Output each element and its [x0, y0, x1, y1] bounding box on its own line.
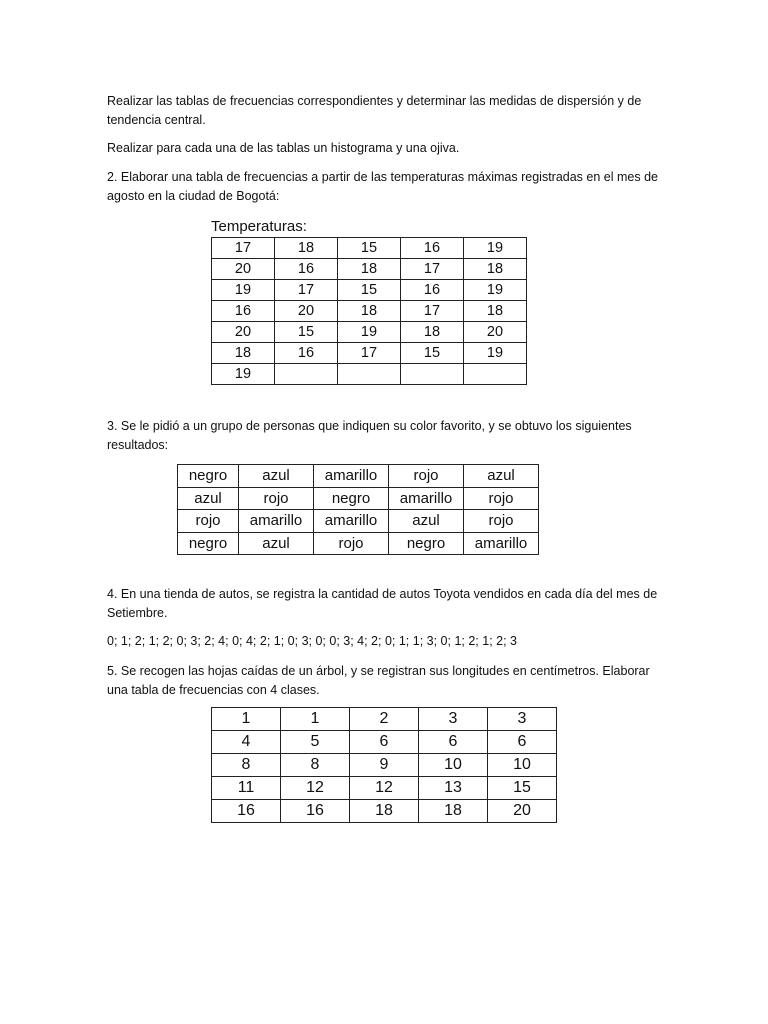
table-cell: 15 [275, 322, 338, 343]
intro-paragraph-1: Realizar las tablas de frecuencias correspondientes y determinar las medidas de dispersión y de tendencia central. [107, 94, 642, 127]
table-cell: 17 [275, 280, 338, 301]
table-cell: amarillo [389, 487, 464, 510]
exercise-2-statement: 2. Elaborar una tabla de frecuencias a partir de las temperaturas máximas registradas en el mes de agosto en la ciudad de Bogotá: [107, 170, 658, 203]
table-cell: azul [389, 510, 464, 533]
table-cell: rojo [178, 510, 239, 533]
table-cell: amarillo [239, 510, 314, 533]
table-cell: 18 [419, 800, 488, 823]
table-cell: 18 [338, 259, 401, 280]
temperature-row [212, 364, 527, 385]
table-cell: rojo [464, 487, 539, 510]
table-cell: 19 [464, 280, 527, 301]
exercise-4-data: 0; 1; 2; 1; 2; 0; 3; 2; 4; 0; 4; 2; 1; 0; 3; 0; 0; 3; 4; 2; 0; 1; 1; 3; 0; 1; 2; 1; 2; 3 [107, 634, 517, 648]
table-cell: 16 [275, 343, 338, 364]
table-cell: 4 [212, 731, 281, 754]
temperature-row [212, 259, 527, 280]
table-cell: 18 [350, 800, 419, 823]
table-cell: 20 [488, 800, 557, 823]
table-cell: 16 [401, 280, 464, 301]
table-cell: 18 [275, 238, 338, 259]
length-row [212, 731, 557, 754]
table-cell: 15 [488, 777, 557, 800]
length-row [212, 777, 557, 800]
table-cell: negro [314, 487, 389, 510]
table-cell: rojo [389, 465, 464, 488]
table-cell [464, 364, 527, 385]
table-cell: amarillo [314, 510, 389, 533]
table-cell: 18 [212, 343, 275, 364]
length-row [212, 754, 557, 777]
table-cell: 6 [419, 731, 488, 754]
table-cell: 9 [350, 754, 419, 777]
table-cell: 20 [212, 322, 275, 343]
table-cell: negro [178, 532, 239, 555]
table-cell: negro [178, 465, 239, 488]
table-cell [275, 364, 338, 385]
table-cell: 8 [212, 754, 281, 777]
table-cell: 1 [212, 708, 281, 731]
table-cell: 5 [281, 731, 350, 754]
table-cell: azul [464, 465, 539, 488]
table-cell: 20 [464, 322, 527, 343]
table-cell: 10 [419, 754, 488, 777]
table-cell [338, 364, 401, 385]
temperatures-table [211, 237, 527, 385]
table-cell: 20 [275, 301, 338, 322]
table-cell: 6 [488, 731, 557, 754]
table-cell: 11 [212, 777, 281, 800]
table-cell: 17 [212, 238, 275, 259]
table-cell: 8 [281, 754, 350, 777]
table-cell: 20 [212, 259, 275, 280]
length-row [212, 708, 557, 731]
temperature-row [212, 280, 527, 301]
table-cell: 16 [212, 301, 275, 322]
temperature-row [212, 238, 527, 259]
table-cell: azul [239, 465, 314, 488]
table-cell: 19 [464, 343, 527, 364]
table-cell: 15 [401, 343, 464, 364]
table-cell: 18 [338, 301, 401, 322]
table-cell: 10 [488, 754, 557, 777]
table-cell: amarillo [464, 532, 539, 555]
table-cell: 3 [488, 708, 557, 731]
table-cell: 13 [419, 777, 488, 800]
table-cell: 16 [275, 259, 338, 280]
exercise-5-statement: 5. Se recogen las hojas caídas de un árbol, y se registran sus longitudes en centímetros. Elaborar una tabla de frecuencias con 4 clases. [107, 664, 650, 697]
exercise-4-statement: 4. En una tienda de autos, se registra la cantidad de autos Toyota vendidos en cada día del mes de Setiembre. [107, 587, 658, 620]
table-cell: rojo [464, 510, 539, 533]
table-cell: 16 [401, 238, 464, 259]
table-cell: 19 [212, 280, 275, 301]
temperature-row [212, 301, 527, 322]
table-cell: 19 [464, 238, 527, 259]
color-row [178, 487, 539, 510]
table-cell: amarillo [314, 465, 389, 488]
table-cell: 15 [338, 238, 401, 259]
table-cell: 12 [281, 777, 350, 800]
table-cell: 17 [401, 301, 464, 322]
length-row [212, 800, 557, 823]
table-cell: azul [178, 487, 239, 510]
color-row [178, 532, 539, 555]
table-cell: rojo [314, 532, 389, 555]
leaf-lengths-table [211, 707, 557, 823]
table-cell [401, 364, 464, 385]
temperature-row [212, 322, 527, 343]
table-cell: 2 [350, 708, 419, 731]
table-cell: azul [239, 532, 314, 555]
table-cell: 1 [281, 708, 350, 731]
table-cell: 15 [338, 280, 401, 301]
temperatures-caption: Temperaturas: [211, 218, 307, 235]
table-cell: rojo [239, 487, 314, 510]
intro-paragraph-2: Realizar para cada una de las tablas un histograma y una ojiva. [107, 141, 460, 155]
color-row [178, 510, 539, 533]
colors-table [177, 464, 539, 555]
temperature-row [212, 343, 527, 364]
table-cell: 6 [350, 731, 419, 754]
table-cell: 18 [464, 259, 527, 280]
exercise-3-statement: 3. Se le pidió a un grupo de personas que indiquen su color favorito, y se obtuvo los siguientes resultados: [107, 419, 632, 452]
table-cell: 19 [338, 322, 401, 343]
color-row [178, 465, 539, 488]
table-cell: 18 [464, 301, 527, 322]
table-cell: 12 [350, 777, 419, 800]
table-cell: 3 [419, 708, 488, 731]
table-cell: 18 [401, 322, 464, 343]
table-cell: 19 [212, 364, 275, 385]
table-cell: 17 [338, 343, 401, 364]
table-cell: 16 [281, 800, 350, 823]
table-cell: 16 [212, 800, 281, 823]
table-cell: negro [389, 532, 464, 555]
table-cell: 17 [401, 259, 464, 280]
